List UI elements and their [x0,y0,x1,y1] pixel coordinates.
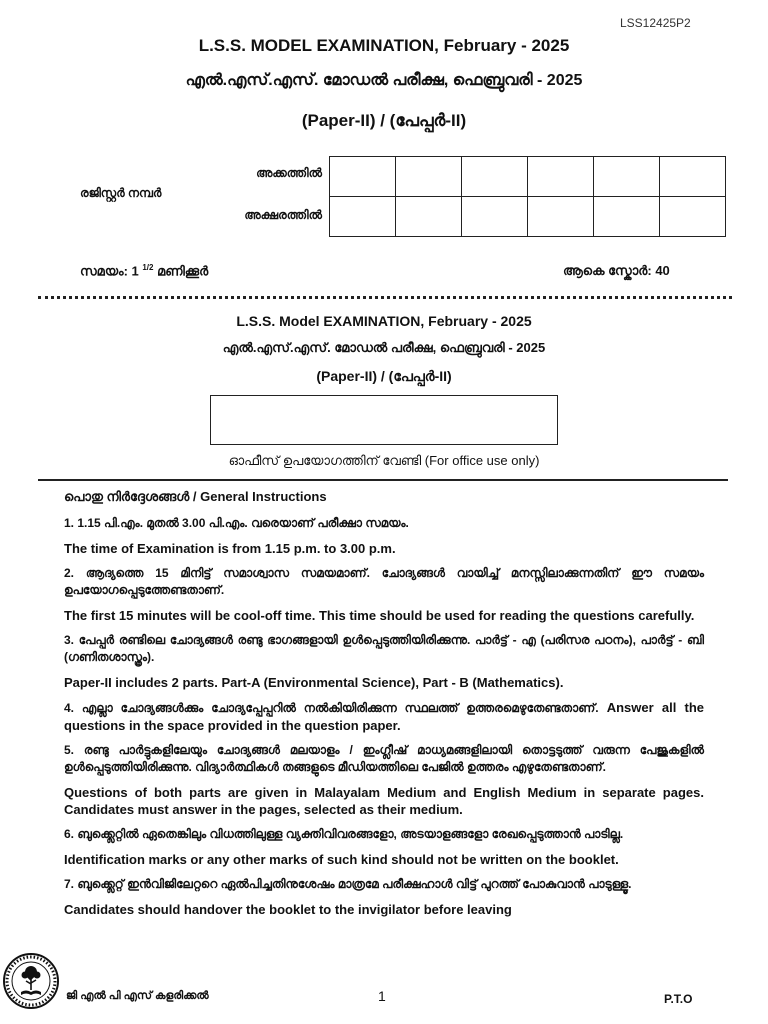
instruction-5-ml: 5. രണ്ടു പാർട്ടുകളിലേയും ചോദ്യങ്ങൾ മലയാളം / ഇംഗ്ലീഷ് മാധ്യമങ്ങളിലായി തൊട്ടടുത്ത് വരുന്ന പേജുകളിൽ ഉൾപ്പെടുത്തിയിരിക്കുന്നു. വിദ്യാർത്ഥികൾ തങ്ങളുടെ മീഡിയത്തിലെ പേജിൽ ഉത്തരം എഴുതേണ്ടതാണ്. [64,743,704,774]
instruction-5-en: Questions of both parts are given in Malayalam Medium and English Medium in separate pages. Candidates must answer in the pages, selected as their medium. [64,785,704,817]
office-use-box[interactable] [210,395,558,445]
instruction-3-en: Paper-II includes 2 parts. Part-A (Environmental Science), Part - B (Mathematics). [64,675,564,690]
instruction-4 [64,699,704,734]
footer-school-name: ജി എൽ പി എസ് കളരിക്കൽ [66,990,209,1002]
school-seal-icon [2,952,60,1010]
register-words-row [330,197,726,237]
instructions-heading: പൊതു നിർദ്ദേശങ്ങൾ / General Instructions [64,489,327,504]
register-cell[interactable] [330,197,396,237]
pto-label: P.T.O [664,992,693,1006]
tear-off-line [38,296,732,299]
register-row-words-label: അക്ഷരത്തിൽ [244,208,322,222]
instruction-6-ml: 6. ബുക്ക്ലെറ്റിൽ ഏതെങ്കിലും വിധത്തിലുള്ള വ്യക്തിവിവരങ്ങളോ, അടയാളങ്ങളോ രേഖപ്പെടുത്താൻ പാടില്ല. [64,827,624,841]
total-score: ആകെ സ്കോർ: 40 [563,263,670,278]
page-number: 1 [378,988,386,1004]
time-unit: മണിക്കൂർ [157,263,209,279]
register-number-label: രജിസ്റ്റർ നമ്പർ [80,186,162,200]
slip-title-ml: എൽ.എസ്.എസ്. മോഡൽ പരീക്ഷ, ഫെബ്രുവരി - 2025 [222,340,546,355]
register-cell[interactable] [396,157,462,197]
exam-title-ml: എൽ.എസ്.എസ്. മോഡൽ പരീക്ഷ, ഫെബ്രുവരി - 2025 [185,72,583,89]
register-cell[interactable] [330,157,396,197]
exam-duration [80,263,208,279]
time-label: സമയം: 1 [80,263,139,279]
instruction-1-ml: 1. 1.15 പി.എം. മുതൽ 3.00 പി.എം. വരെയാണ് പരീക്ഷാ സമയം. [64,516,409,530]
paper-label: (Paper-II) / (പേപ്പർ-II) [301,111,467,130]
section-divider [38,479,728,481]
instruction-2-en: The first 15 minutes will be cool-off time. This time should be used for reading the questions carefully. [64,608,695,623]
instruction-7-ml: 7. ബുക്ക്ലെറ്റ് ഇൻവിജിലേറ്ററെ ഏൽപിച്ചതിനുശേഷം മാത്രമേ പരീക്ഷഹാൾ വിട്ട് പുറത്ത് പോകുവാൻ പാടുള്ളൂ. [64,877,632,891]
register-cell[interactable] [660,157,726,197]
register-cell[interactable] [594,197,660,237]
instruction-4-en: Answer all the questions in the space provided in the question paper. [64,700,704,733]
register-number-grid [329,156,726,237]
register-cell[interactable] [660,197,726,237]
paper-code: LSS12425P2 [620,16,691,30]
register-cell[interactable] [462,157,528,197]
slip-title-en: L.S.S. Model EXAMINATION, February - 2025 [236,313,532,329]
instruction-1-en: The time of Examination is from 1.15 p.m. to 3.00 p.m. [64,541,396,556]
register-cell[interactable] [528,197,594,237]
register-digits-row [330,157,726,197]
register-cell[interactable] [462,197,528,237]
instruction-3-ml: 3. പേപ്പർ രണ്ടിലെ ചോദ്യങ്ങൾ രണ്ടു ഭാഗങ്ങളായി ഉൾപ്പെടുത്തിയിരിക്കുന്നു. പാർട്ട് - എ (പരിസര പഠനം), പാർട്ട് - ബി (ഗണിതശാസ്ത്രം). [64,633,704,664]
instruction-4-ml: 4. എല്ലാ ചോദ്യങ്ങൾക്കും ചോദ്യപ്പേപ്പറിൽ നൽകിയിരിക്കുന്ന സ്ഥലത്ത് ഉത്തരമെഴുതേണ്ടതാണ്. [64,701,599,715]
register-cell[interactable] [396,197,462,237]
register-cell[interactable] [594,157,660,197]
office-use-label: ഓഫീസ് ഉപയോഗത്തിന് വേണ്ടി (For office use only) [228,453,540,468]
general-instructions [64,488,704,926]
slip-paper-label: (Paper-II) / (പേപ്പർ-II) [316,368,452,384]
instruction-7-en: Candidates should handover the booklet to the invigilator before leaving [64,902,512,917]
time-fraction: 1/2 [142,263,154,272]
instruction-2-ml: 2. ആദ്യത്തെ 15 മിനിട്ട് സമാശ്വാസ സമയമാണ്. ചോദ്യങ്ങൾ വായിച്ച് മനസ്സിലാക്കുന്നതിന് ഈ സമയം ഉപയോഗപ്പെടുത്തേണ്ടതാണ്. [64,566,704,597]
exam-title-en: L.S.S. MODEL EXAMINATION, February - 2025 [198,36,570,55]
register-cell[interactable] [528,157,594,197]
instruction-6-en: Identification marks or any other marks of such kind should not be written on the booklet. [64,852,619,867]
register-row-digits-label: അക്കത്തിൽ [256,166,322,180]
